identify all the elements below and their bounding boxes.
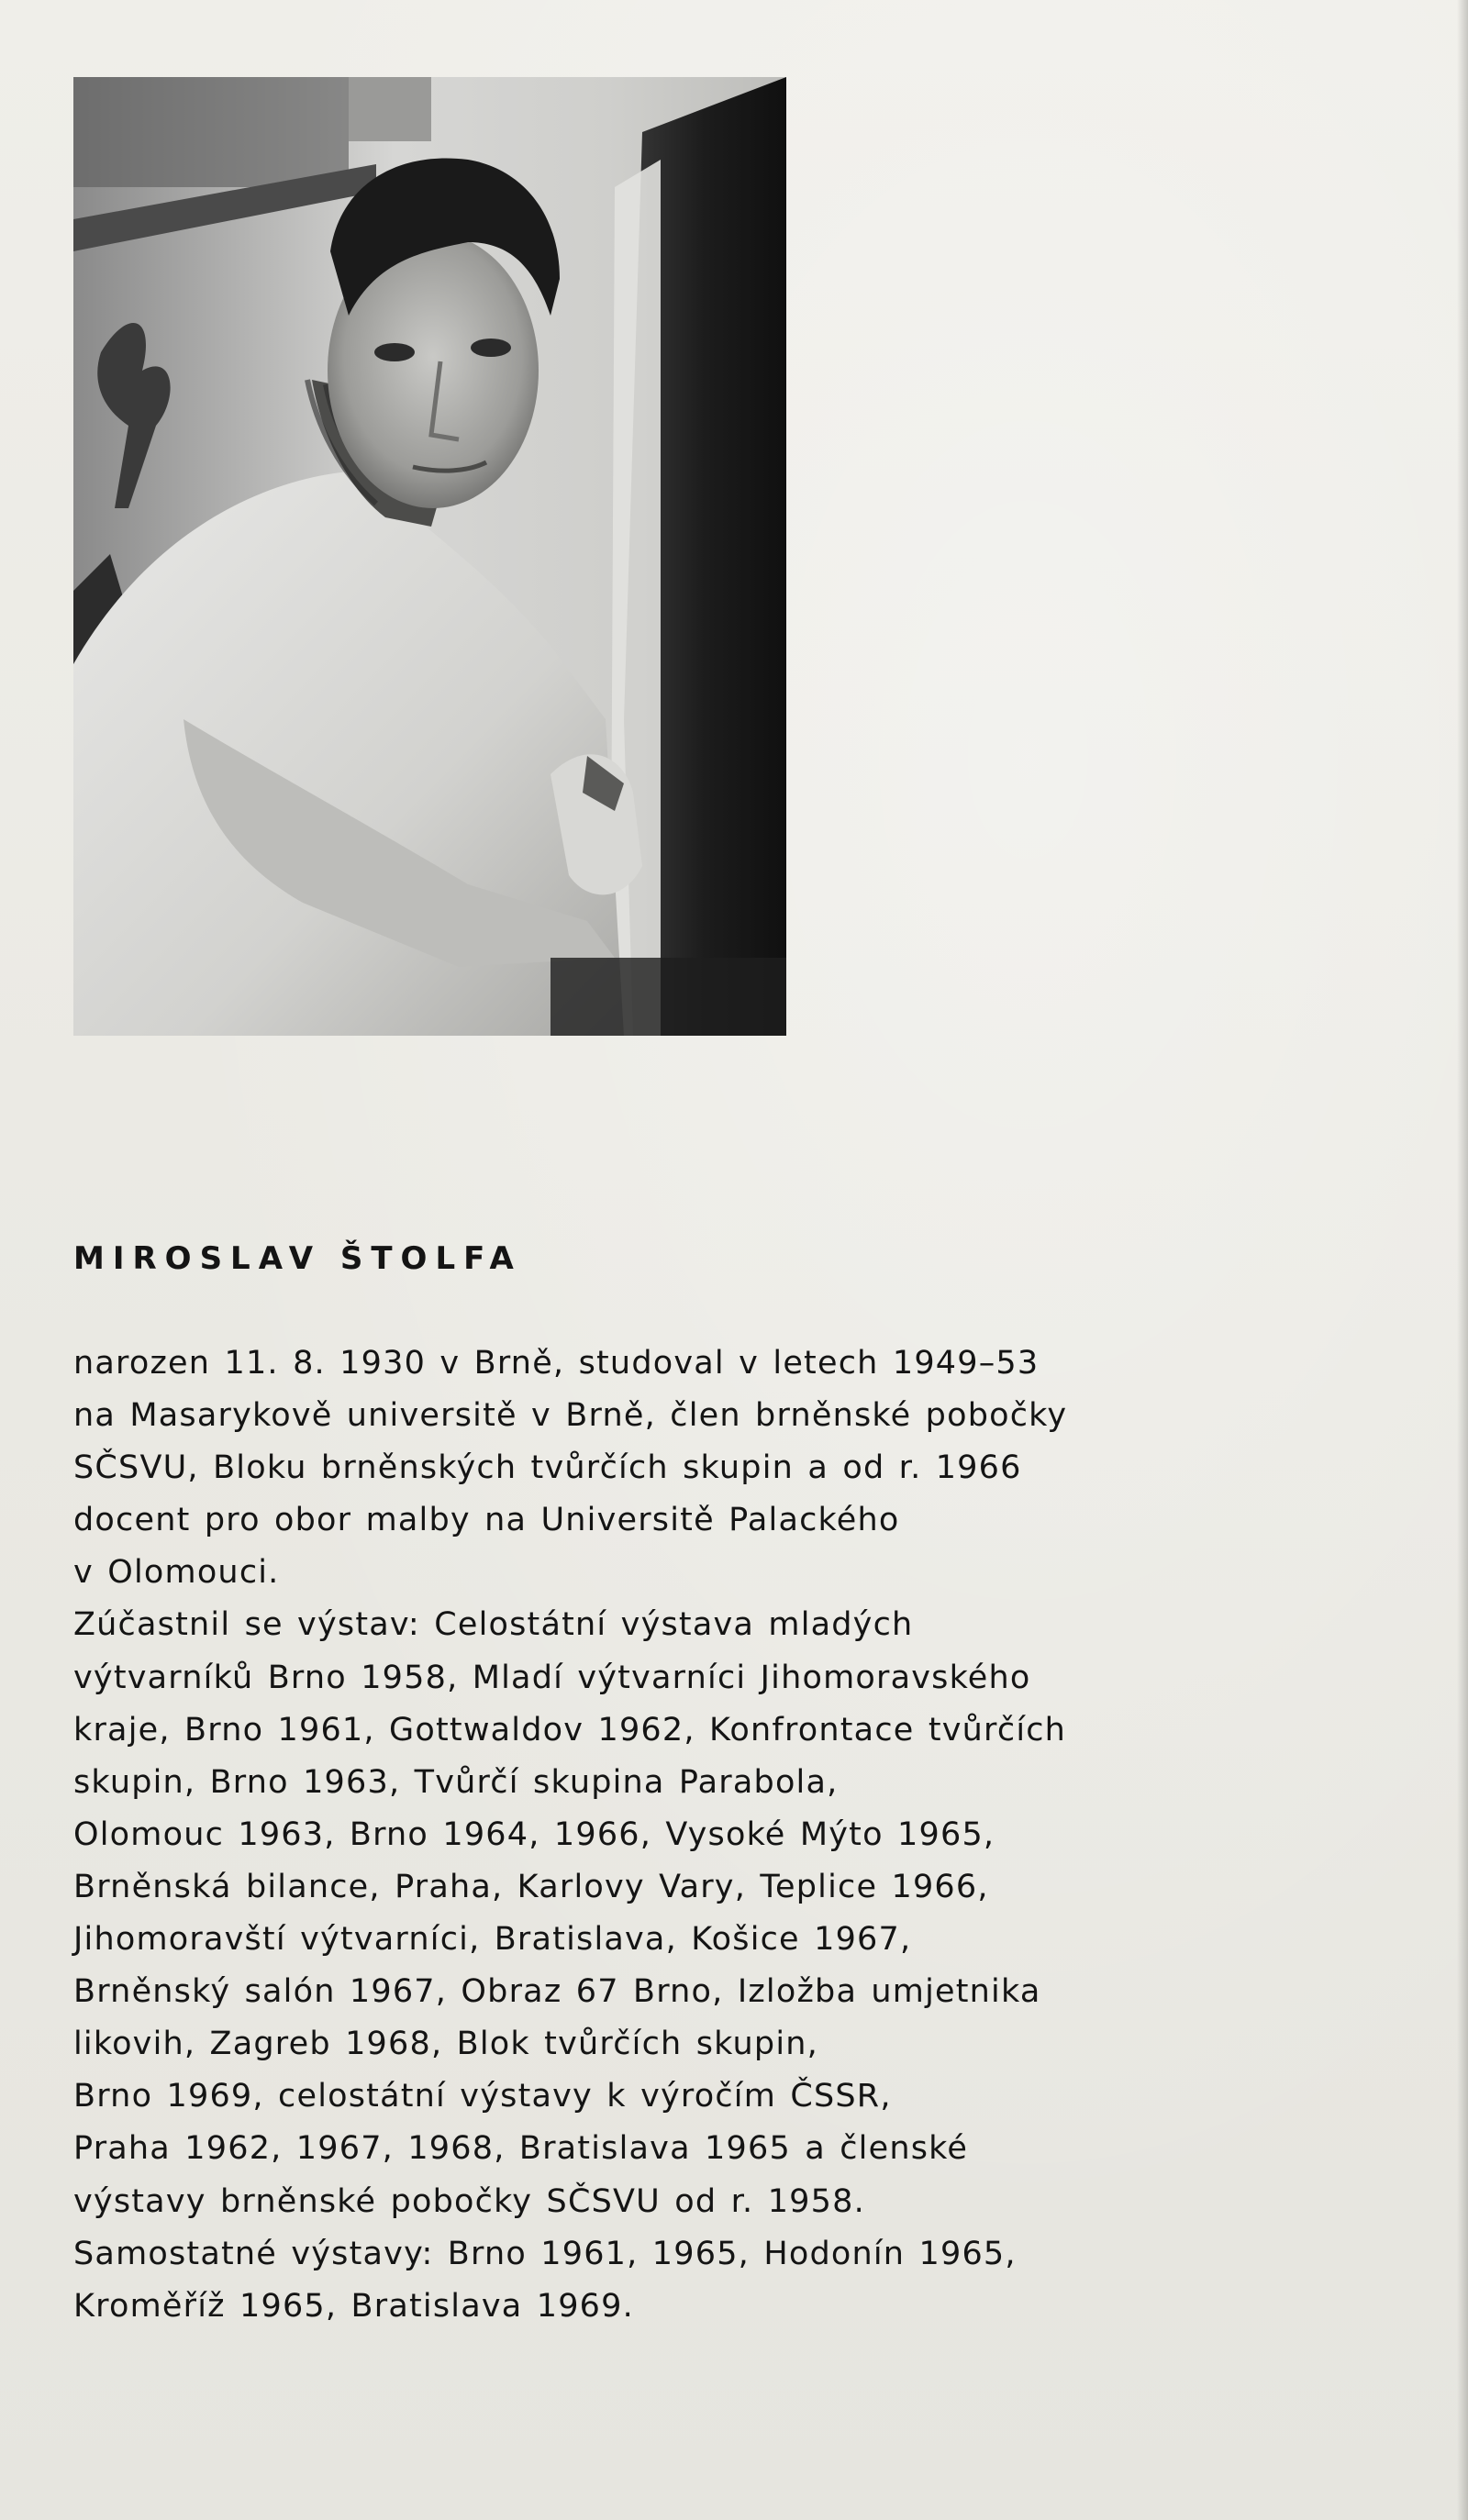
artist-portrait-photo	[73, 77, 786, 1036]
text-line: SČSVU, Bloku brněnských tvůrčích skupin a od r. 1966	[73, 1449, 1022, 1487]
biography-text	[73, 1338, 1156, 2333]
text-line: kraje, Brno 1961, Gottwaldov 1962, Konfrontace tvůrčích	[73, 1711, 1067, 1748]
artist-name-heading: MIROSLAV ŠTOLFA	[73, 1240, 522, 1277]
text-line: na Masarykově universitě v Brně, člen brněnské pobočky	[73, 1397, 1068, 1435]
text-line: Jihomoravští výtvarníci, Bratislava, Košice 1967,	[73, 1921, 912, 1959]
text-line: Praha 1962, 1967, 1968, Bratislava 1965 a členské	[73, 2130, 969, 2168]
text-line: skupin, Brno 1963, Tvůrčí skupina Parabola,	[73, 1763, 839, 1801]
text-line: docent pro obor malby na Universitě Palackého	[73, 1502, 900, 1539]
text-line: Brněnská bilance, Praha, Karlovy Vary, Teplice 1966,	[73, 1868, 989, 1905]
text-line: Brněnský salón 1967, Obraz 67 Brno, Izložba umjetnika	[73, 1973, 1041, 2011]
text-line: narozen 11. 8. 1930 v Brně, studoval v letech 1949–53	[73, 1345, 1040, 1382]
text-line: Samostatné výstavy: Brno 1961, 1965, Hodonín 1965,	[73, 2235, 1017, 2272]
text-line: v Olomouci.	[73, 1554, 280, 1592]
text-line: výstavy brněnské pobočky SČSVU od r. 1958.	[73, 2182, 865, 2220]
text-line: likovih, Zagreb 1968, Blok tvůrčích skupin,	[73, 2026, 818, 2063]
text-line: výtvarníků Brno 1958, Mladí výtvarníci Jihomoravského	[73, 1659, 1031, 1696]
text-line: Zúčastnil se výstav: Celostátní výstava mladých	[73, 1606, 914, 1644]
text-line: Brno 1969, celostátní výstavy k výročím ČSSR,	[73, 2078, 892, 2115]
text-line: Kroměříž 1965, Bratislava 1969.	[73, 2287, 634, 2325]
page-edge-shadow	[1457, 0, 1468, 2520]
text-line: Olomouc 1963, Brno 1964, 1966, Vysoké Mýto 1965,	[73, 1815, 995, 1853]
